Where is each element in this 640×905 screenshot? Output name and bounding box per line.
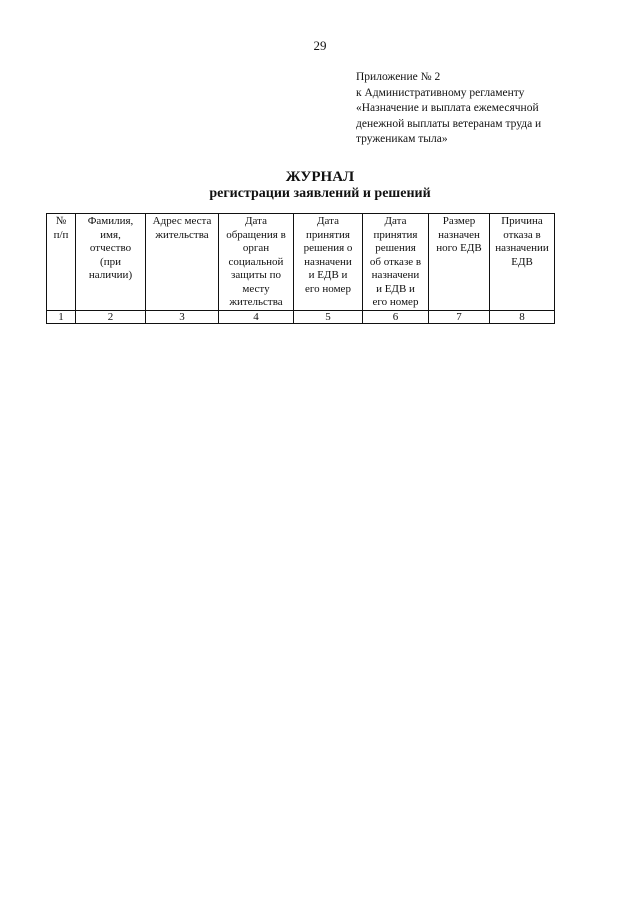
header-text-line: и ЕДВ и [376, 282, 415, 295]
header-text-line: Дата [245, 215, 267, 227]
header-cell-approval-decision [294, 214, 363, 311]
header-text-line: решения [375, 242, 416, 254]
page-number: 29 [313, 38, 327, 53]
header-text-line: и ЕДВ и [308, 269, 348, 281]
header-text-line: имя, [100, 228, 121, 241]
header-text-line: Дата [384, 215, 407, 227]
header-text-line: защиты по [231, 269, 281, 281]
header-cell-refusal-reason [490, 214, 555, 311]
header-text-line: решения о [303, 242, 353, 254]
header-text-line: жительства [155, 228, 209, 241]
header-text-line: принятия [373, 228, 418, 241]
header-text-line: обращения в [226, 228, 286, 241]
header-text-line: Причина [501, 215, 543, 227]
column-number-cell: 1 [47, 310, 76, 323]
appendix-line: труженикам тыла» [356, 133, 448, 145]
header-text-line: Размер [442, 215, 476, 227]
header-text-line: орган [242, 242, 270, 254]
header-cell-full-name [76, 214, 146, 311]
header-text-line: ного ЕДВ [436, 242, 482, 254]
column-number-cell: 4 [219, 310, 294, 323]
header-text-line: Фамилия, [87, 215, 134, 227]
header-text-line: жительства [229, 296, 283, 308]
header-text-line: отказа в [503, 228, 541, 241]
column-number-cell: 3 [146, 310, 219, 323]
column-number-cell: 5 [294, 310, 363, 323]
column-number-cell: 2 [76, 310, 146, 323]
header-text-line: об отказе в [369, 255, 422, 268]
header-text-line: его номер [305, 282, 351, 295]
appendix-line: к Административному регламенту [356, 86, 525, 99]
header-text-line: назначени [371, 269, 420, 281]
document-subtitle: регистрации заявлений и решений [209, 186, 431, 201]
appendix-line: «Назначение и выплата ежемесячной [356, 102, 539, 114]
header-text-line: № [55, 215, 67, 227]
column-number-cell: 8 [490, 310, 555, 323]
header-text-line: ЕДВ [511, 255, 533, 268]
header-cell-address [146, 214, 219, 311]
header-text-line: принятия [306, 228, 350, 241]
column-number-cell: 6 [363, 310, 429, 323]
appendix-line: Приложение № 2 [356, 71, 441, 83]
header-text-line: п/п [53, 228, 69, 241]
header-text-line: назначен [438, 228, 480, 241]
header-text-line: назначении [495, 242, 549, 254]
registration-journal-table [46, 213, 555, 324]
header-text-line: социальной [228, 255, 284, 268]
appendix-note [356, 70, 586, 148]
header-text-line: наличии) [88, 269, 133, 281]
header-text-line: Дата [317, 215, 339, 227]
header-text-line: месту [242, 282, 270, 295]
header-cell-application-date [219, 214, 294, 311]
header-text-line: назначени [304, 255, 352, 268]
header-text-line: отчество [89, 242, 132, 254]
header-cell-payment-amount [429, 214, 490, 311]
header-text-line: его номер [372, 296, 419, 308]
column-number-cell: 7 [429, 310, 490, 323]
table-header-row [47, 214, 555, 311]
header-cell-number [47, 214, 76, 311]
header-text-line: Адрес места [152, 215, 212, 227]
header-text-line: (при [100, 255, 121, 268]
document-title: ЖУРНАЛ [285, 169, 355, 185]
appendix-line: денежной выплаты ветеранам труда и [356, 117, 542, 130]
header-cell-refusal-decision [363, 214, 429, 311]
column-number-row [47, 310, 555, 323]
